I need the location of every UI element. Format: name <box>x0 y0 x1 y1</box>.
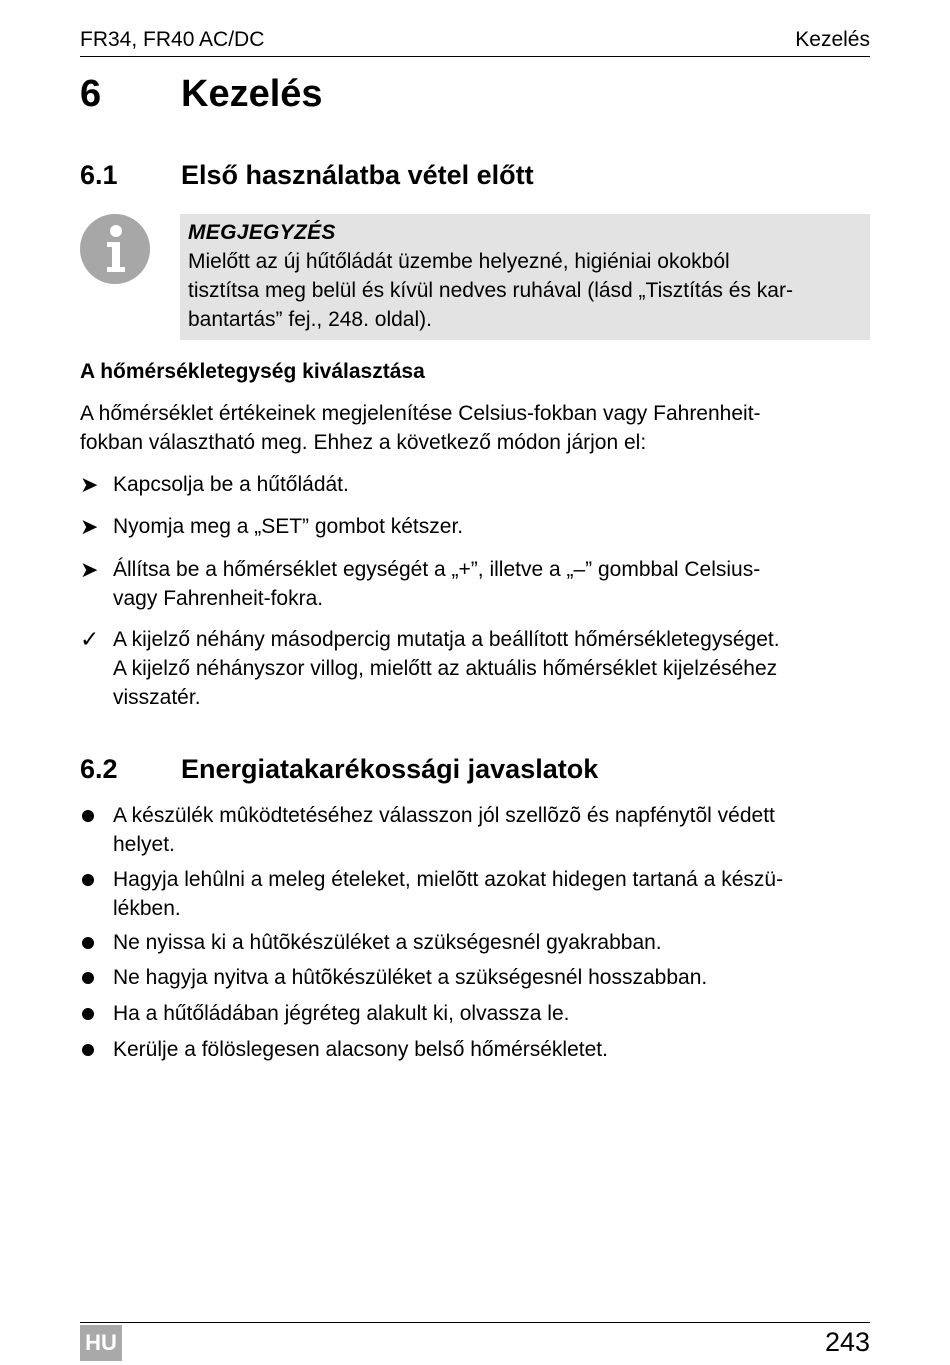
bullet-icon <box>82 810 94 822</box>
note-line: tisztítsa meg belül és kívül nedves ruhával (lásd „Tisztítás és kar- <box>188 279 793 302</box>
step-text: Nyomja meg a „SET” gombot kétszer. <box>113 515 464 538</box>
list-item-text: Hagyja lehûlni a meleg ételeket, mielõtt azokat hidegen tartaná a készü- <box>113 868 784 891</box>
list-item-text: Ha a hűtőládában jégréteg alakult ki, olvassza le. <box>113 1002 570 1025</box>
note-line: Mielőtt az új hűtőládát üzembe helyezné, higiéniai okokból <box>188 250 730 273</box>
info-icon <box>80 214 150 284</box>
step-text: Kapcsolja be a hűtőládát. <box>113 473 349 496</box>
result-text: visszatér. <box>113 686 201 709</box>
step-text: vagy Fahrenheit-fokra. <box>113 587 324 610</box>
section-number: 6.1 <box>80 160 118 190</box>
list-item-text: helyet. <box>113 833 175 856</box>
header-divider <box>80 56 870 57</box>
arrow-icon: ➤ <box>80 514 99 539</box>
bullet-icon <box>82 1008 94 1020</box>
result-text: A kijelző néhány másodpercig mutatja a beállított hőmérsékletegységet. <box>113 628 780 651</box>
bullet-icon <box>82 937 94 949</box>
bullet-icon <box>82 874 94 886</box>
bullet-icon <box>82 1044 94 1056</box>
intro-line: fokban választható meg. Ehhez a következő módon járjon el: <box>80 431 647 454</box>
header-section: Kezelés <box>795 28 870 51</box>
intro-line: A hőmérséklet értékeinek megjelenítése Celsius-fokban vagy Fahrenheit- <box>80 402 761 425</box>
section-number: 6.2 <box>80 754 118 784</box>
page-number: 243 <box>824 1327 870 1357</box>
subheading: A hőmérsékletegység kiválasztása <box>80 360 425 383</box>
list-item-text: Ne nyissa ki a hûtõkészüléket a szükségesnél gyakrabban. <box>113 931 662 954</box>
language-badge: HU <box>80 1325 122 1361</box>
chapter-title: Kezelés <box>181 73 323 115</box>
section-title: Energiatakarékossági javaslatok <box>181 754 599 784</box>
chapter-number: 6 <box>80 73 102 115</box>
bullet-icon <box>82 972 94 984</box>
header-model: FR34, FR40 AC/DC <box>80 28 265 51</box>
arrow-icon: ➤ <box>80 472 99 497</box>
list-item-text: Kerülje a fölöslegesen alacsony belső hőmérsékletet. <box>113 1038 608 1061</box>
note-line: bantartás” fej., 248. oldal). <box>188 308 432 331</box>
note-title: MEGJEGYZÉS <box>188 221 336 244</box>
section-title: Első használatba vétel előtt <box>181 160 534 190</box>
step-text: Állítsa be a hőmérséklet egységét a „+”, illetve a „–” gombbal Celsius- <box>113 558 761 581</box>
note-box <box>180 214 870 340</box>
list-item-text: Ne hagyja nyitva a hûtõkészüléket a szükségesnél hosszabban. <box>113 966 708 989</box>
list-item-text: A készülék mûködtetéséhez válasszon jól szellõzõ és napfénytõl védett <box>113 804 775 827</box>
list-item-text: lékben. <box>113 897 181 920</box>
checkmark-icon: ✓ <box>80 626 100 652</box>
result-text: A kijelző néhányszor villog, mielőtt az aktuális hőmérséklet kijelzéséhez <box>113 657 778 680</box>
arrow-icon: ➤ <box>80 557 99 582</box>
footer-divider <box>80 1322 870 1323</box>
